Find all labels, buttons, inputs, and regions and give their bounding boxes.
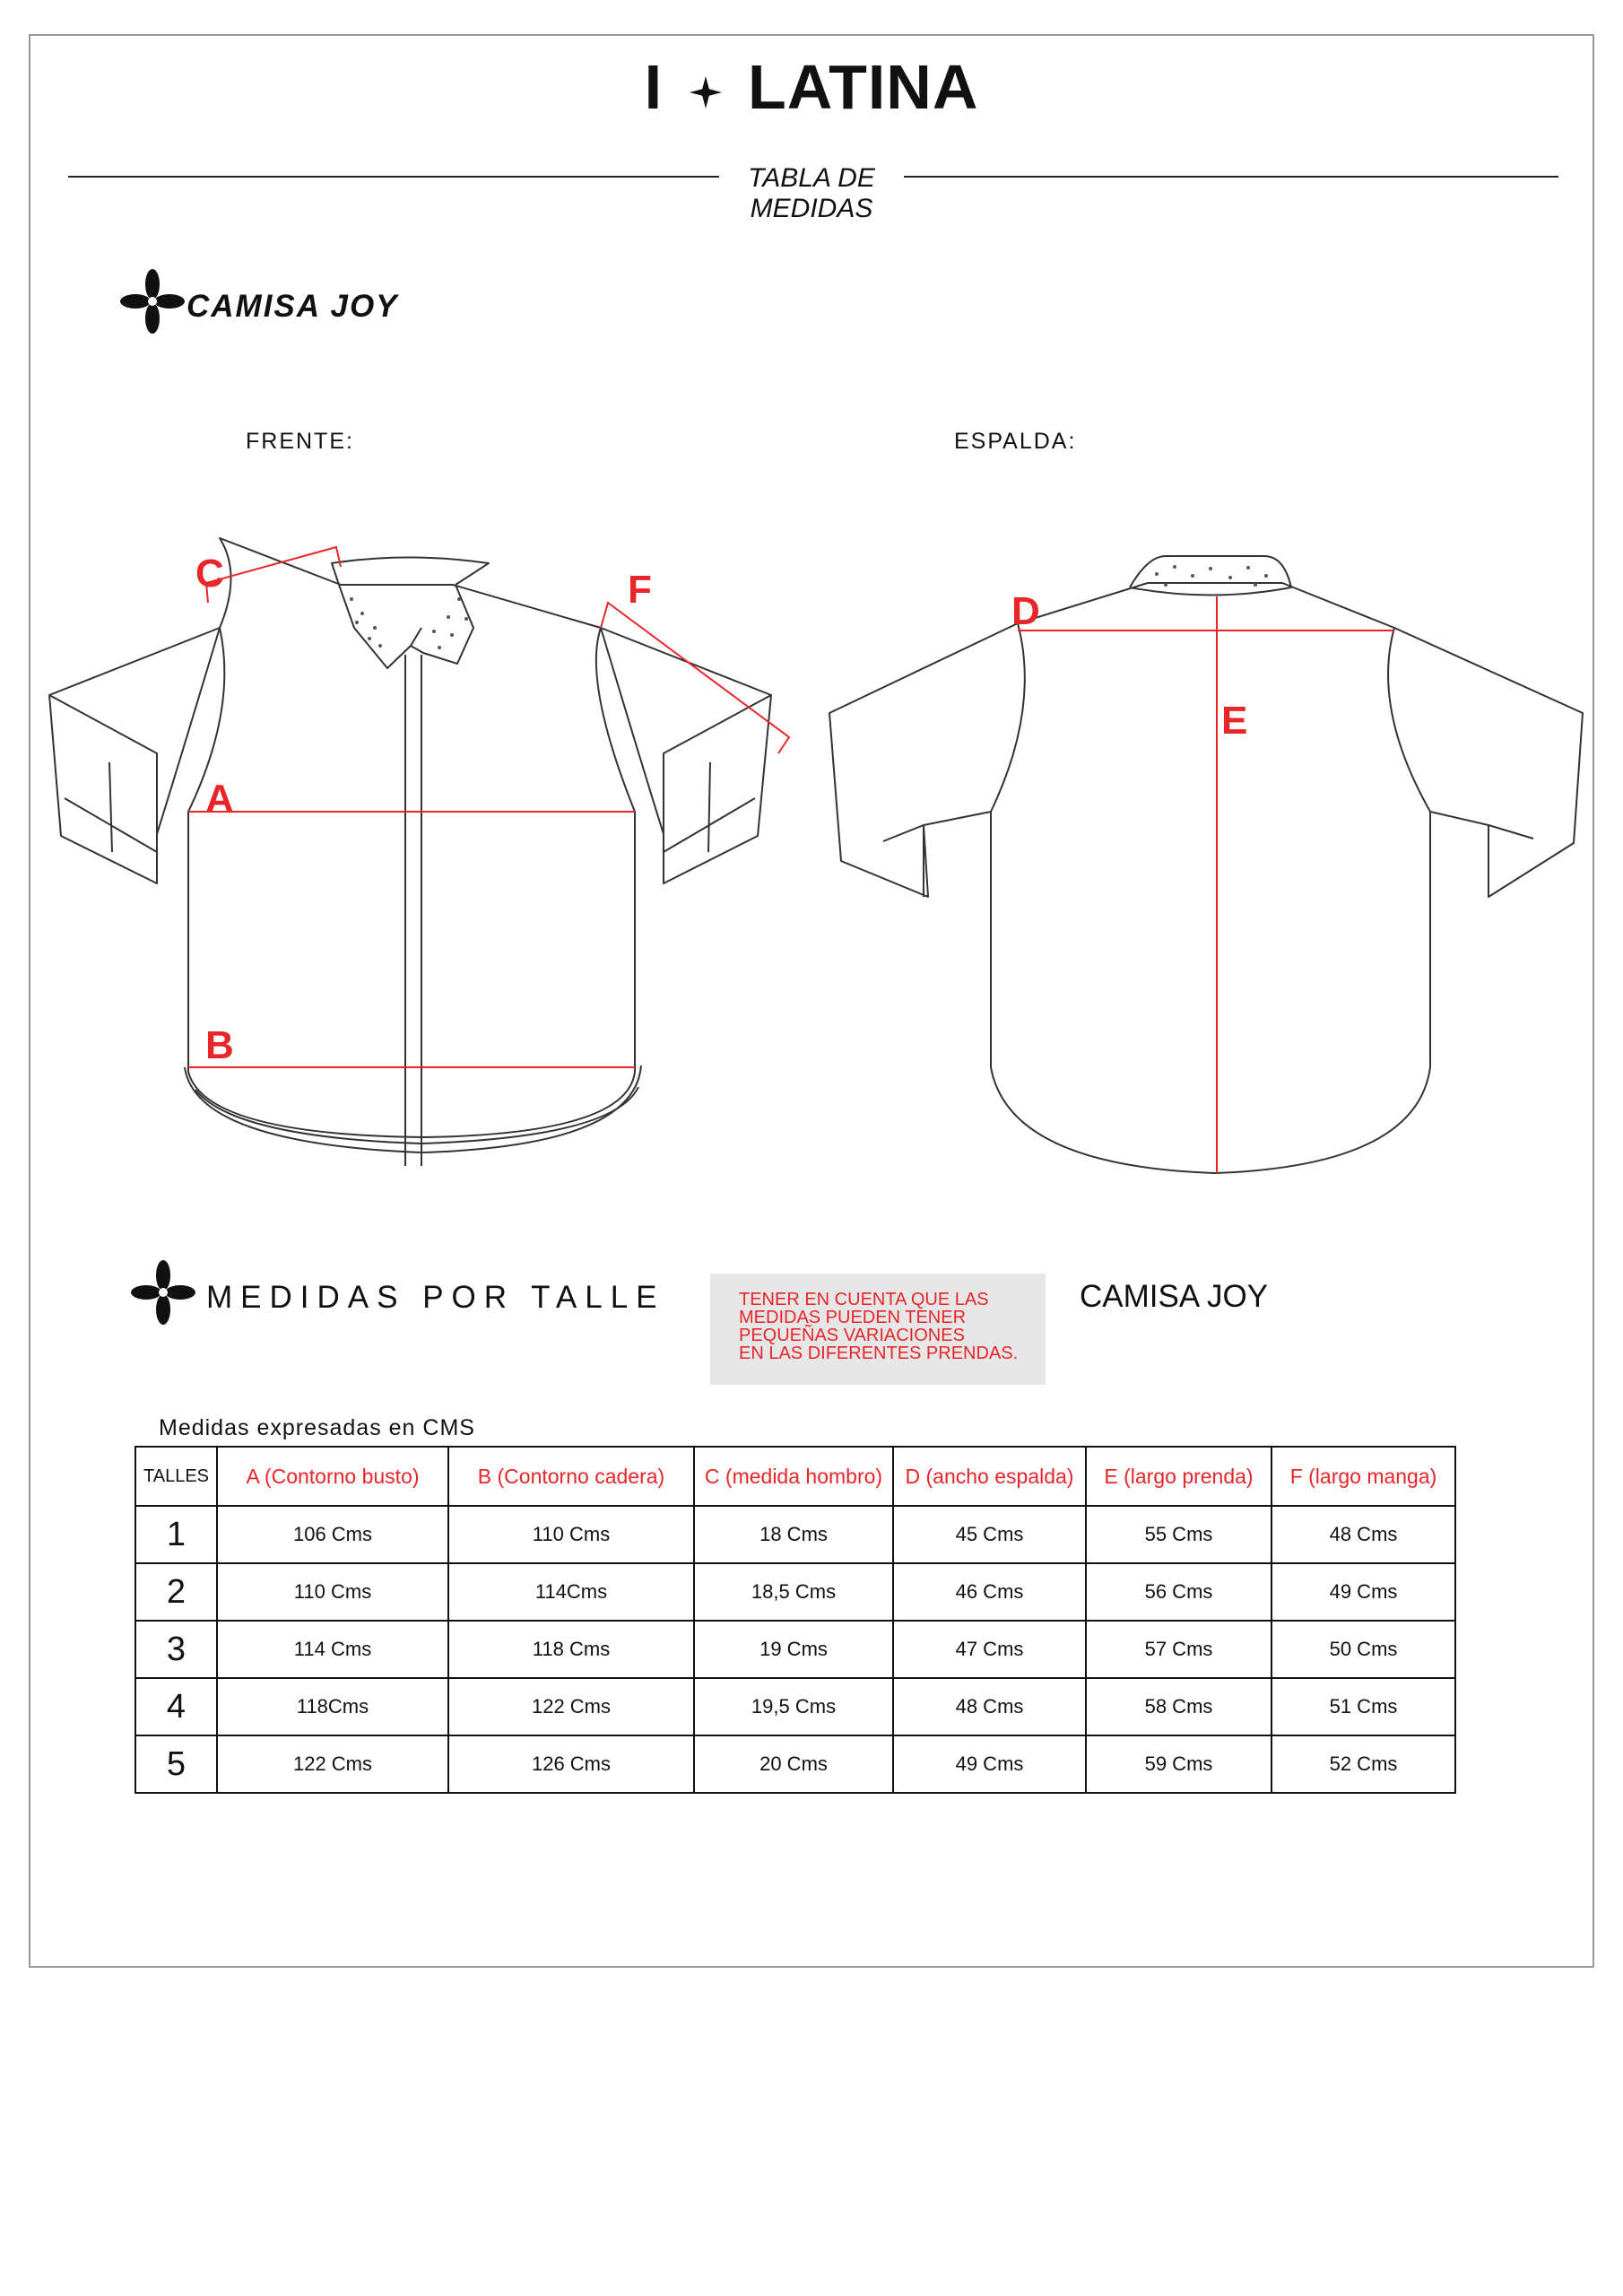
marker-c: C <box>195 552 224 596</box>
table-cell: 51 Cms <box>1271 1678 1455 1735</box>
brand-logo <box>0 52 1623 122</box>
table-cell: 5 <box>135 1735 217 1793</box>
front-label: FRENTE: <box>246 429 354 454</box>
table-row <box>135 1678 1455 1735</box>
header-rule-left <box>68 176 719 178</box>
back-label: ESPALDA: <box>954 429 1077 454</box>
units-label: Medidas expresadas en CMS <box>159 1415 475 1440</box>
table-cell: 2 <box>135 1563 217 1621</box>
table-cell: 19,5 Cms <box>694 1678 893 1735</box>
table-row <box>135 1735 1455 1793</box>
marker-b: B <box>205 1023 234 1067</box>
table-cell: 126 Cms <box>448 1735 694 1793</box>
table-cell: 59 Cms <box>1086 1735 1271 1793</box>
subtitle-line-2: MEDIDAS <box>750 194 873 223</box>
table-header: E (largo prenda) <box>1086 1447 1271 1506</box>
measures-title: MEDIDAS POR TALLE <box>206 1280 665 1315</box>
back-body-outline <box>991 583 1430 1173</box>
brand-left: I <box>644 52 664 122</box>
table-cell: 122 Cms <box>448 1678 694 1735</box>
table-cell: 122 Cms <box>217 1735 448 1793</box>
table-cell: 114 Cms <box>217 1621 448 1678</box>
garment-sketch <box>0 520 1623 1202</box>
table-header: C (medida hombro) <box>694 1447 893 1506</box>
table-cell: 46 Cms <box>893 1563 1086 1621</box>
marker-a: A <box>205 777 234 821</box>
subtitle-line-1: TABLA DE <box>748 163 875 193</box>
table-cell: 57 Cms <box>1086 1621 1271 1678</box>
table-cell: 56 Cms <box>1086 1563 1271 1621</box>
table-cell: 118 Cms <box>448 1621 694 1678</box>
line-f <box>601 603 789 753</box>
variation-note <box>710 1274 1046 1385</box>
table-header: D (ancho espalda) <box>893 1447 1086 1506</box>
brand-right: LATINA <box>747 52 979 122</box>
table-cell: 49 Cms <box>1271 1563 1455 1621</box>
table-cell: 47 Cms <box>893 1621 1086 1678</box>
table-header: A (Contorno busto) <box>217 1447 448 1506</box>
marker-f: F <box>628 568 652 612</box>
table-cell: 58 Cms <box>1086 1678 1271 1735</box>
table-cell: 49 Cms <box>893 1735 1086 1793</box>
marker-e: E <box>1221 699 1248 743</box>
table-cell: 18,5 Cms <box>694 1563 893 1621</box>
table-cell: 52 Cms <box>1271 1735 1455 1793</box>
table-cell: 110 Cms <box>217 1563 448 1621</box>
table-cell: 1 <box>135 1506 217 1563</box>
table-cell: 114Cms <box>448 1563 694 1621</box>
table-cell: 48 Cms <box>893 1678 1086 1735</box>
table-header: B (Contorno cadera) <box>448 1447 694 1506</box>
product-name: CAMISA JOY <box>1080 1279 1269 1314</box>
size-table <box>135 1446 1456 1794</box>
flower-icon <box>131 1260 195 1325</box>
front-right-sleeve <box>601 628 771 883</box>
garment-title: CAMISA JOY <box>187 289 399 324</box>
table-cell: 55 Cms <box>1086 1506 1271 1563</box>
flower-icon <box>120 269 185 334</box>
table-row <box>135 1621 1455 1678</box>
table-cell: 48 Cms <box>1271 1506 1455 1563</box>
table-header-row <box>135 1447 1455 1506</box>
table-cell: 118Cms <box>217 1678 448 1735</box>
table-cell: 4 <box>135 1678 217 1735</box>
table-cell: 106 Cms <box>217 1506 448 1563</box>
table-cell: 45 Cms <box>893 1506 1086 1563</box>
front-body-outline <box>188 538 635 1137</box>
note-text: TENER EN CUENTA QUE LAS MEDIDAS PUEDEN TENER PEQUEÑAS VARIACIONES EN LAS DIFERENTES PRENDAS. <box>739 1290 1019 1363</box>
table-cell: 18 Cms <box>694 1506 893 1563</box>
table-cell: 19 Cms <box>694 1621 893 1678</box>
table-cell: 20 Cms <box>694 1735 893 1793</box>
table-row <box>135 1506 1455 1563</box>
table-row <box>135 1563 1455 1621</box>
table-cell: 50 Cms <box>1271 1621 1455 1678</box>
page-subtitle <box>722 163 901 224</box>
table-cell: 110 Cms <box>448 1506 694 1563</box>
front-left-sleeve <box>49 628 220 883</box>
line-c <box>206 547 341 603</box>
marker-d: D <box>1011 589 1040 633</box>
front-collar <box>332 558 489 586</box>
star-icon <box>689 75 723 109</box>
table-header: TALLES <box>135 1447 217 1506</box>
table-cell: 3 <box>135 1621 217 1678</box>
header-rule-right <box>904 176 1558 178</box>
table-header: F (largo manga) <box>1271 1447 1455 1506</box>
